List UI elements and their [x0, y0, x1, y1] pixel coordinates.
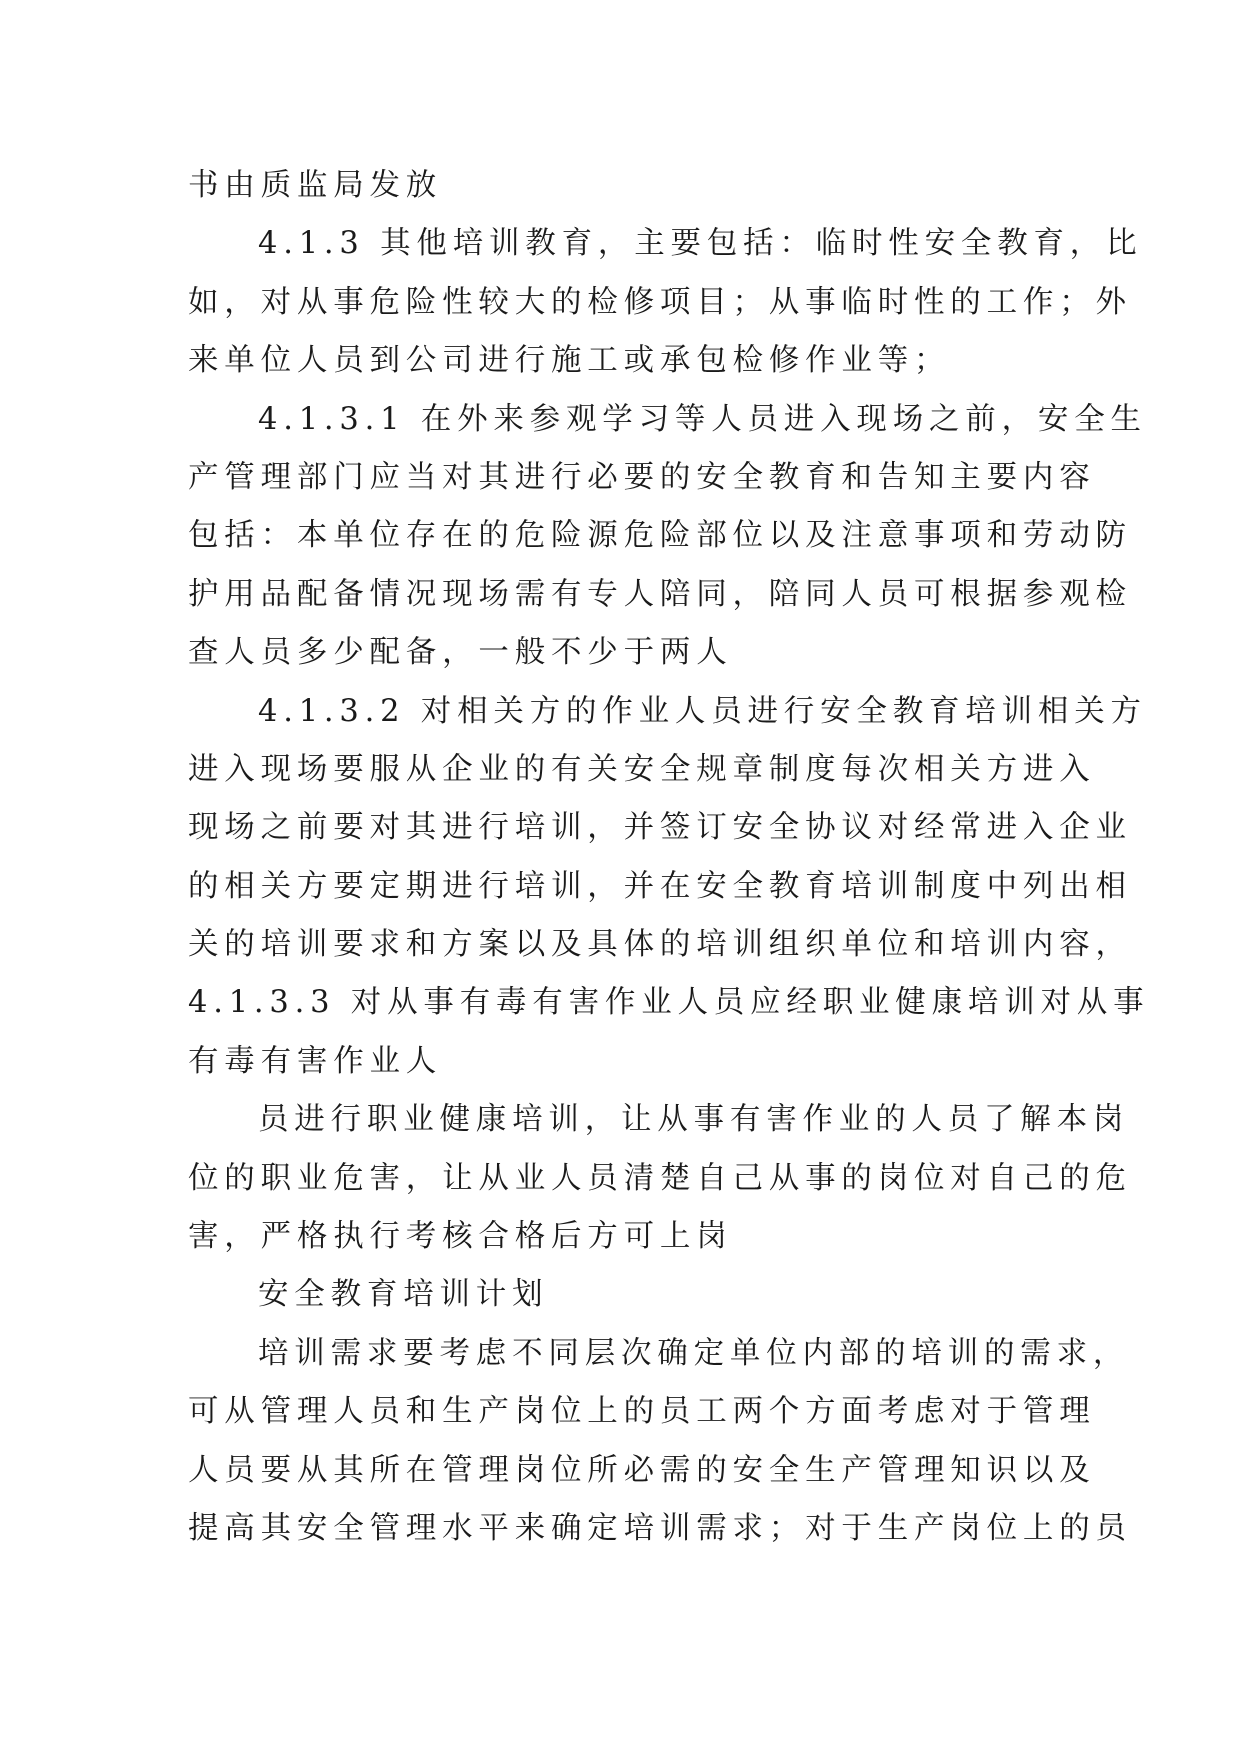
text-line: 安全教育培训计划 — [258, 1277, 549, 1313]
text-line: 4.1.3 其他培训教育，主要包括：临时性安全教育，比 — [258, 226, 1143, 262]
text-line: 位的职业危害，让从业人员清楚自己从事的岗位对自己的危 — [188, 1160, 1132, 1196]
document-body — [188, 157, 1150, 1558]
text-line: 4.1.3.3 对从事有毒有害作业人员应经职业健康培训对从事 — [188, 985, 1150, 1021]
text-line: 如，对从事危险性较大的检修项目；从事临时性的工作；外 — [188, 284, 1132, 320]
text-line: 提高其安全管理水平来确定培训需求；对于生产岗位上的员 — [188, 1510, 1132, 1546]
text-line: 关的培训要求和方案以及具体的培训组织单位和培训内容， — [188, 927, 1132, 963]
text-line: 进入现场要服从企业的有关安全规章制度每次相关方进入 — [188, 751, 1096, 787]
text-line: 培训需求要考虑不同层次确定单位内部的培训的需求， — [258, 1335, 1130, 1371]
text-line: 来单位人员到公司进行施工或承包检修作业等； — [188, 343, 951, 379]
text-line: 4.1.3.1 在外来参观学习等人员进入现场之前，安全生 — [258, 401, 1147, 437]
text-line: 员进行职业健康培训，让从事有害作业的人员了解本岗 — [258, 1102, 1130, 1138]
text-line: 现场之前要对其进行培训，并签订安全协议对经常进入企业 — [188, 810, 1132, 846]
text-line: 4.1.3.2 对相关方的作业人员进行安全教育培训相关方 — [258, 693, 1147, 729]
text-line: 书由质监局发放 — [188, 168, 443, 203]
text-line: 人员要从其所在管理岗位所必需的安全生产管理知识以及 — [188, 1452, 1096, 1488]
text-line: 害，严格执行考核合格后方可上岗 — [188, 1219, 733, 1255]
text-line: 可从管理人员和生产岗位上的员工两个方面考虑对于管理 — [188, 1394, 1096, 1430]
text-line: 护用品配备情况现场需有专人陪同，陪同人员可根据参观检 — [188, 576, 1132, 612]
text-line: 查人员多少配备，一般不少于两人 — [188, 635, 733, 671]
text-line: 产管理部门应当对其进行必要的安全教育和告知主要内容 — [188, 459, 1096, 495]
text-line: 的相关方要定期进行培训，并在安全教育培训制度中列出相 — [188, 868, 1132, 904]
text-line: 包括：本单位存在的危险源危险部位以及注意事项和劳动防 — [188, 518, 1132, 554]
text-line: 有毒有害作业人 — [188, 1043, 443, 1079]
